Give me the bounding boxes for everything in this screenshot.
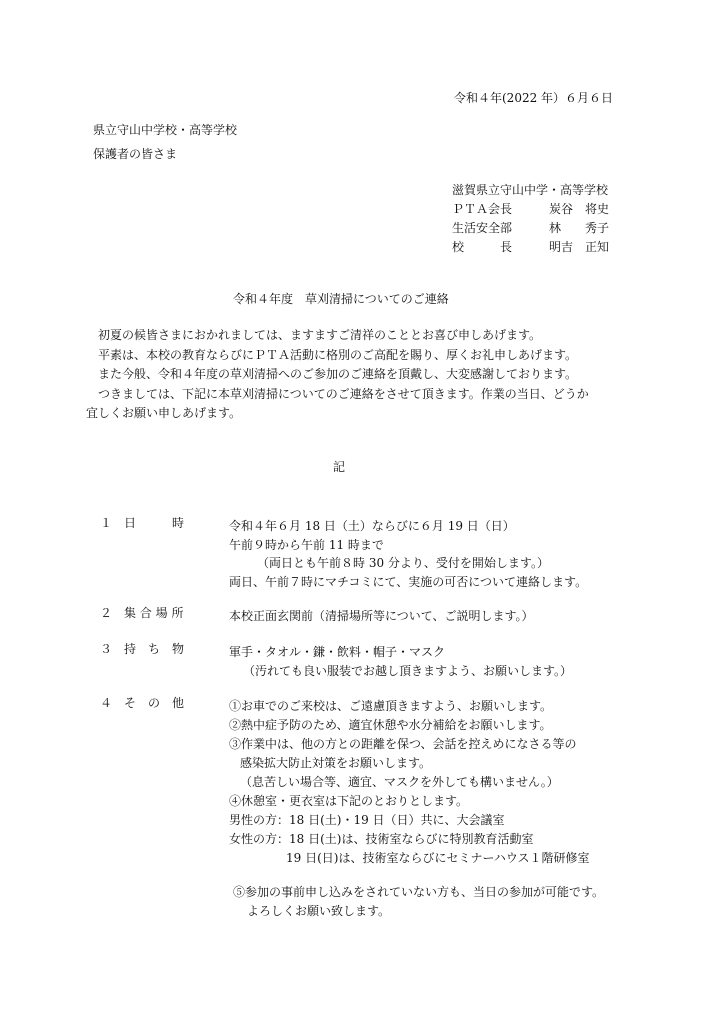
- sender-name: 炭谷 将史: [549, 202, 610, 216]
- belongings-line: （汚れても良い服装でお越し頂きますよう、お願いします。）: [243, 664, 573, 678]
- sender-role: 生活安全部: [452, 221, 513, 235]
- other-line: （息苦しい場合等、適宜、マスクを外しても構いません。）: [240, 775, 559, 789]
- sender-role: 校 長: [452, 240, 513, 254]
- document-title: 令和４年度 草刈清掃についてのご連絡: [233, 292, 449, 306]
- datetime-line: 令和４年６月 18 日（土）ならびに６月 19 日（日）: [229, 519, 515, 533]
- other-line: ①お車でのご来校は、ご遠慮頂きますよう、お願いします。: [229, 699, 553, 713]
- note-line: ⑤参加の事前申し込みをされていない方も、当日の参加が可能です。: [233, 885, 605, 899]
- sender-block: [452, 181, 608, 257]
- item-label-place: ２ 集 合 場 所: [100, 606, 184, 620]
- body-paragraph: つきましては、下記に本草刈清掃についてのご連絡をさせて頂きます。作業の当日、どうか: [98, 386, 589, 401]
- datetime-line: 午前９時から午前 11 時まで: [229, 538, 384, 552]
- body-text: [86, 326, 646, 424]
- document-date: 令和４年(2022 年）６月６日: [454, 91, 614, 105]
- item-label-belongings: ３ 持 ち 物: [100, 642, 185, 656]
- sender-role: ＰＴＡ会長: [452, 202, 513, 216]
- recipient-school: 県立守山中学校・高等学校: [93, 123, 238, 137]
- datetime-line: （両日とも午前８時 30 分より、受付を開始します。）: [257, 556, 549, 570]
- belongings-line: 軍手・タオル・鎌・飲料・帽子・マスク: [229, 645, 446, 659]
- ki-heading: 記: [333, 460, 346, 474]
- sender-name: 明吉 正知: [549, 240, 610, 254]
- other-line: ③作業中は、他の方との距離を保つ、会話を控えめになさる等の: [229, 737, 577, 751]
- sender-org: 滋賀県立守山中学・高等学校: [452, 183, 609, 197]
- body-paragraph: 初夏の候皆さまにおかれましては、ますますご清祥のこととお喜び申しあげます。: [98, 328, 542, 342]
- sender-row-safety: [452, 219, 608, 238]
- other-line: ②熱中症予防のため、適宜休憩や水分補給をお願いします。: [229, 718, 552, 732]
- body-paragraph: 平素は、本校の教育ならびにＰＴＡ活動に格別のご高配を賜り、厚くお礼申しあげます。: [98, 347, 578, 362]
- sender-row-pta: [452, 200, 608, 219]
- other-line: ④休憩室・更衣室は下記のとおりとします。: [229, 794, 469, 808]
- other-line: 感染拡大防止対策をお願いします。: [240, 756, 432, 770]
- place-line: 本校正面玄関前（清掃場所等について、ご説明します。）: [229, 609, 534, 623]
- other-line: 男性の方：18 日(土)・19 日（日）共に、大会議室: [229, 813, 505, 827]
- item-label-datetime: １ 日 時: [100, 516, 185, 530]
- body-paragraph: また今般、令和４年度の草刈清掃へのご参加のご連絡を頂戴し、大変感謝しております。: [98, 367, 578, 381]
- item-label-other: ４ そ の 他: [100, 696, 185, 710]
- sender-name: 林 秀子: [549, 221, 610, 235]
- recipient-parents: 保護者の皆さま: [93, 147, 178, 161]
- other-line: 19 日(日)は、技術室ならびにセミナーハウス１階研修室: [286, 851, 590, 865]
- sender-row-principal: [452, 238, 608, 257]
- note-line: よろしくお願い致します。: [247, 904, 391, 918]
- body-paragraph: 宜しくお願い申しあげます。: [86, 406, 242, 420]
- other-line: 女性の方：18 日(土)は、技術室ならびに特別教育活動室: [229, 832, 534, 846]
- datetime-line: 両日、午前７時にマチコミにて、実施の可否について連絡します。: [229, 575, 588, 589]
